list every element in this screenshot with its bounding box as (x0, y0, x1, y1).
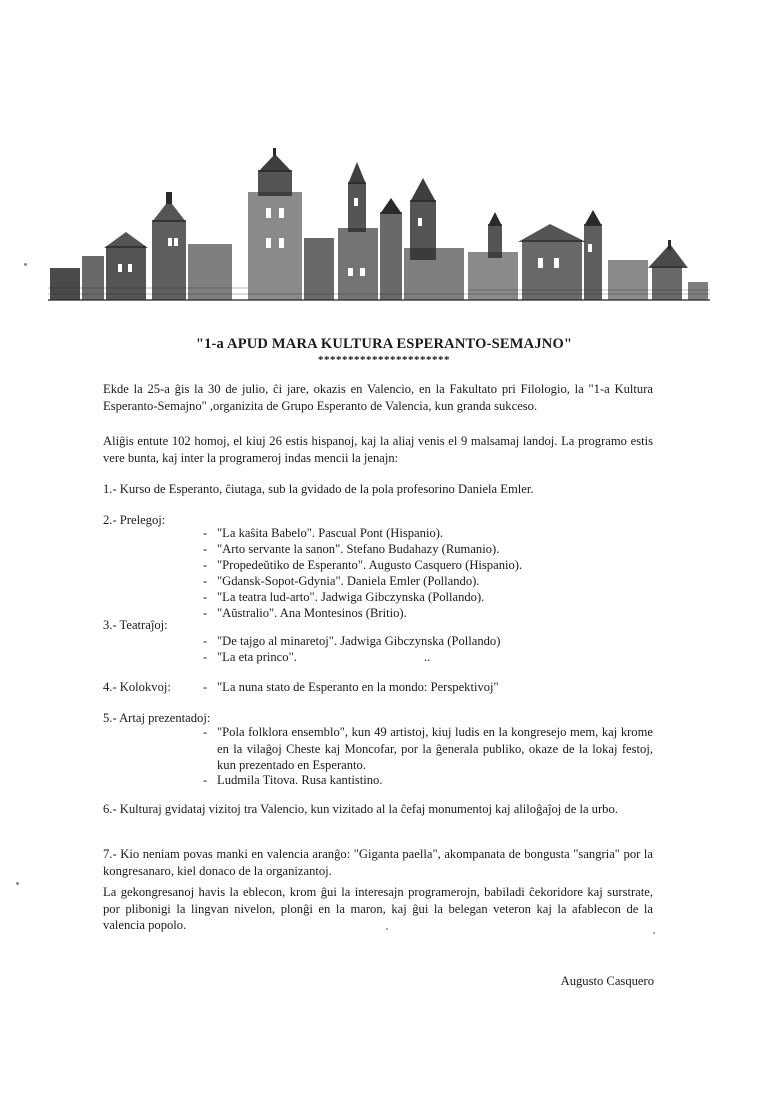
lecture-item: "La kaŝita Babelo". Pascual Pont (Hispanio). (217, 526, 444, 540)
list-bullet: - (203, 574, 208, 588)
item-6-visits: 6.- Kulturaj gvidataj vizitoj tra Valencio, kun vizitado al la ĉefaj monumentoj kaj aliloĝaĵoj de la urbo. (103, 802, 618, 816)
document-title: "1-a APUD MARA KULTURA ESPERANTO-SEMAJNO" (195, 336, 573, 352)
list-bullet: - (203, 606, 208, 620)
scan-speck (24, 263, 27, 266)
valencia-skyline-illustration (48, 148, 710, 308)
colloquium-item: "La nuna stato de Esperanto en la mondo: Perspektivoj" (217, 680, 499, 694)
item-3-label: 3.- Teatraĵoj: (103, 618, 168, 632)
title-underline-stars: ********************** (318, 354, 450, 366)
list-bullet: - (203, 680, 208, 694)
performance-item: Ludmila Titova. Rusa kantistino. (217, 773, 383, 787)
attendance-paragraph: Aliĝis entute 102 homoj, el kiuj 26 estis hispanoj, kaj la aliaj venis el 9 malsamaj landoj. La programo estis vere bunta, kaj inter la programeroj indas mencii la jenajn: (103, 434, 653, 465)
scan-speck (653, 932, 655, 934)
list-bullet: - (203, 590, 208, 604)
list-bullet: - (203, 725, 208, 739)
item-5-label: 5.- Artaj prezentadoj: (103, 711, 211, 725)
lecture-item: "Aŭstralio". Ana Montesinos (Britio). (217, 606, 407, 620)
scan-speck (16, 882, 19, 885)
stray-mark: .. (424, 650, 431, 664)
lecture-item: "La teatra lud-arto". Jadwiga Gibczynska (Pollando). (217, 590, 485, 604)
theatre-item: "De tajgo al minaretoj". Jadwiga Gibczynska (Pollando) (217, 634, 501, 648)
list-bullet: - (203, 773, 208, 787)
list-bullet: - (203, 650, 208, 664)
lecture-item: "Arto servante la sanon". Stefano Budahazy (Rumanio). (217, 542, 500, 556)
item-7-paella: 7.- Kio neniam povas manki en valencia aranĝo: "Giganta paella", akompanata de bongusta "sangria" por la kongresanaro, kiel donaco de la organizantoj. (103, 847, 653, 878)
theatre-item: "La eta princo". (217, 650, 297, 664)
list-bullet: - (203, 526, 208, 540)
list-bullet: - (203, 634, 208, 648)
item-1-course: 1.- Kurso de Esperanto, ĉiutaga, sub la gvidado de la pola profesorino Daniela Emler. (103, 482, 534, 496)
intro-paragraph: Ekde la 25-a ĝis la 30 de julio, ĉi jare, okazis en Valencio, en la Fakultato pri Filologio, la "1-a Kultura Esperanto-Semajno" ,organizita de Grupo Esperanto de Valencia, kun granda sukceso. (103, 382, 653, 413)
lecture-item: "Propedeŭtiko de Esperanto". Augusto Casquero (Hispanio). (217, 558, 523, 572)
item-2-label: 2.- Prelegoj: (103, 513, 166, 527)
list-bullet: - (203, 542, 208, 556)
performance-item: "Pola folklora ensemblo", kun 49 artistoj, kiuj ludis en la kongresejo mem, kaj krome en la vilaĝoj Cheste kaj Moncofar, por la ĝenerala publiko, okaze de la lokaj festoj, kun prezentado en Esperanto. (217, 725, 653, 772)
scan-speck (386, 928, 388, 930)
lecture-item: "Gdansk-Sopot-Gdynia". Daniela Emler (Pollando). (217, 574, 480, 588)
closing-paragraph: La gekongresanoj havis la eblecon, krom ĝui la interesajn programerojn, babiladi ĉekoridore kaj surstrate, por plibonigi la lingvan nivelon, plonĝi en la maron, kaj ĝui la belegan veteron kaj la afablecon de la valencia popolo. (103, 885, 653, 932)
item-4-label: 4.- Kolokvoj: (103, 680, 171, 694)
list-bullet: - (203, 558, 208, 572)
author-signature: Augusto Casquero (560, 974, 654, 988)
